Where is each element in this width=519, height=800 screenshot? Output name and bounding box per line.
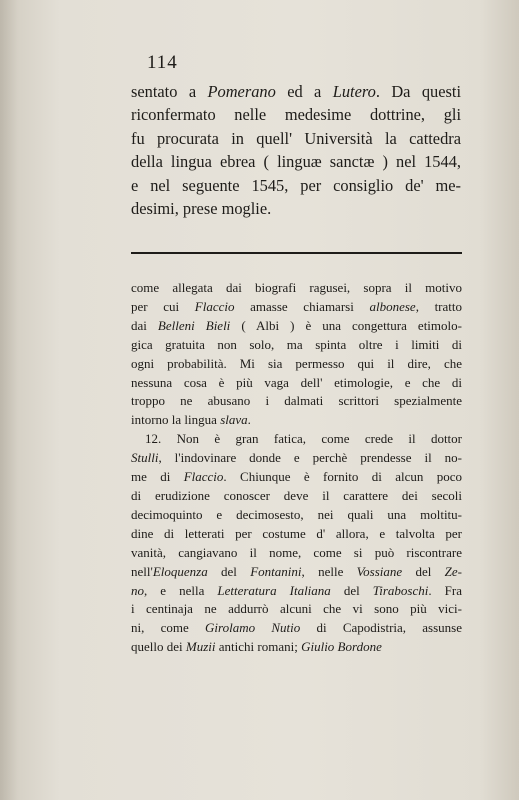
text-run: della lingua ebrea ( linguæ sanctæ ) nel 1544, — [131, 152, 461, 172]
italic-text-run: Belleni Bieli — [157, 317, 231, 333]
text-run: . Da questi — [375, 82, 461, 101]
italic-text-run: Lutero — [332, 82, 376, 101]
italic-text-run: albonese — [369, 298, 416, 314]
footnote-separator-rule — [131, 252, 462, 254]
text-run: del — [330, 582, 373, 598]
italic-text-run: no — [131, 582, 144, 598]
text-run: , e nella — [144, 582, 218, 598]
footnote-line — [131, 525, 462, 544]
text-run: . — [247, 412, 251, 428]
italic-text-run: Muzii — [185, 639, 216, 655]
text-run: amasse chiamarsi — [234, 298, 370, 314]
footnote-line — [131, 487, 462, 506]
italic-text-run: Girolamo Nutio — [205, 620, 301, 636]
footnote-line — [131, 411, 462, 430]
text-run: 12. Non è gran fatica, come crede il dottor — [145, 431, 462, 447]
text-run: ogni probabilità. Mi sia permesso qui il dire, che — [131, 355, 462, 371]
text-run: decimoquinto e decimosesto, nei quali una moltitu- — [131, 506, 462, 522]
footnote-line — [131, 449, 462, 468]
footnote-line — [131, 563, 462, 582]
text-run: ni, come — [131, 620, 206, 636]
text-run: nessuna cosa è più vaga dell' etimologie, e che di — [131, 374, 462, 390]
text-run: antichi romani; — [215, 639, 302, 655]
footnote-line — [131, 430, 462, 449]
text-run: ( Albi ) è una congettura etimolo- — [230, 317, 462, 333]
footnote-line — [131, 392, 462, 411]
text-run: , l'indovinare donde e perchè prendesse il no- — [158, 450, 462, 466]
footnote-line — [131, 582, 462, 601]
text-run: di Capodistria, assunse — [300, 620, 462, 636]
text-run: desimi, prese moglie. — [131, 199, 272, 219]
text-run: gica gratuita non solo, ma spinta oltre i limiti di — [131, 336, 462, 352]
italic-text-run: Flaccio — [194, 298, 235, 314]
text-run: intorno la lingua — [131, 412, 221, 428]
italic-text-run: Stulli — [131, 450, 159, 466]
italic-text-run: Ze- — [444, 563, 462, 579]
footnote-line — [131, 468, 462, 487]
footnote-line — [131, 600, 462, 619]
text-run: dai — [131, 317, 158, 333]
text-run: fu procurata in quell' Università la cattedra — [131, 128, 461, 148]
text-run: me di — [131, 469, 184, 485]
italic-text-run: Pomerano — [207, 82, 276, 101]
main-text-line — [131, 127, 461, 150]
main-text-line — [131, 80, 461, 103]
text-run: per cui — [131, 298, 195, 314]
text-run: vanità, cangiavano il nome, come si può riscontrare — [131, 544, 462, 560]
footnote-line — [131, 506, 462, 525]
main-text-line — [131, 197, 461, 220]
main-text-line — [131, 150, 461, 173]
footnote-line — [131, 336, 462, 355]
text-run: troppo ne abusano i dalmati scrittori spezialmente — [131, 393, 462, 409]
text-run: del — [207, 563, 251, 579]
footnote-line — [131, 298, 462, 317]
footnote-line — [131, 279, 462, 298]
footnote-text-block — [131, 279, 462, 657]
italic-text-run: Vossiane — [356, 563, 403, 579]
text-run: e nel seguente 1545, per consiglio de' me- — [131, 175, 461, 195]
main-text-line — [131, 174, 461, 197]
footnote-line — [131, 638, 462, 657]
italic-text-run: Fontanini — [250, 563, 302, 579]
text-run: , nelle — [301, 563, 357, 579]
text-run: di erudizione conoscer deve il carattere dei secoli — [131, 487, 462, 503]
main-text-line — [131, 103, 461, 126]
text-run: sentato a — [131, 82, 208, 101]
footnote-line — [131, 619, 462, 638]
text-run: ed a — [275, 82, 333, 101]
italic-text-run: Flaccio — [183, 469, 224, 485]
italic-text-run: Letteratura Italiana — [217, 582, 331, 598]
text-run: quello dei — [131, 639, 186, 655]
italic-text-run: Giulio Bordone — [301, 639, 382, 655]
footnote-line — [131, 317, 462, 336]
text-run: . Chiunque è fornito di alcun poco — [223, 469, 462, 485]
text-run: come allegata dai biografi ragusei, sopra il motivo — [131, 280, 462, 295]
text-run: . Fra — [428, 582, 462, 598]
text-run: i centinaja ne addurrò alcuni che vi sono più vici- — [131, 601, 462, 617]
footnote-line — [131, 544, 462, 563]
text-run: del — [402, 563, 445, 579]
text-run: riconfermato nelle medesime dottrine, gli — [131, 105, 461, 125]
footnote-line — [131, 355, 462, 374]
text-run: nell' — [131, 563, 153, 579]
text-run: , tratto — [415, 298, 463, 314]
italic-text-run: Tiraboschi — [372, 582, 429, 598]
page-number: 114 — [147, 52, 178, 73]
footnote-line — [131, 374, 462, 393]
italic-text-run: Eloquenza — [152, 563, 208, 579]
main-text-block — [131, 80, 461, 220]
italic-text-run: slava — [220, 412, 248, 428]
text-run: dine di letterati per costume d' allora, e talvolta per — [131, 525, 462, 541]
